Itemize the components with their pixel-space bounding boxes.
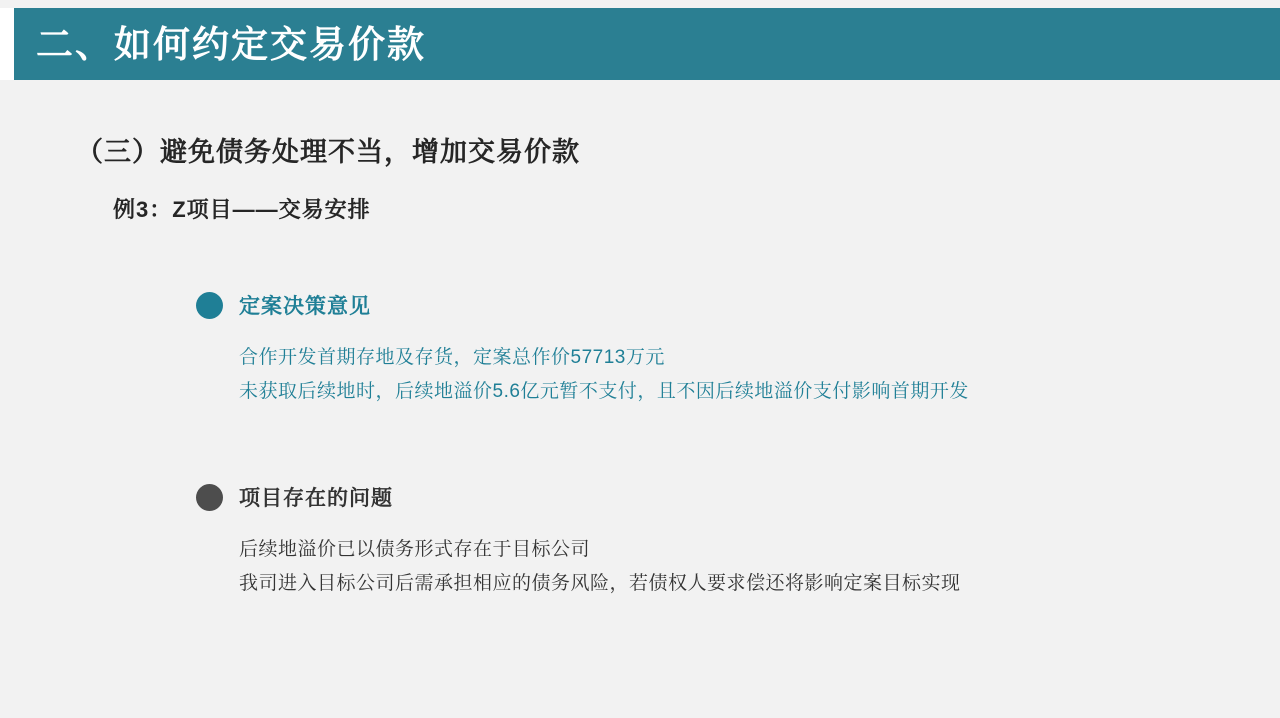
block-lines (239, 341, 969, 409)
block-header (196, 480, 961, 514)
content-block (196, 480, 961, 601)
header-accent-bar (0, 8, 14, 80)
content-block (196, 288, 969, 409)
slide-body (0, 80, 1280, 718)
example-heading: 例3：Z项目——交易安排 (113, 197, 371, 222)
block-line: 后续地溢价已以债务形式存在于目标公司 (239, 539, 591, 560)
page-title: 二、如何约定交易价款 (36, 23, 426, 65)
block-header (196, 288, 969, 322)
bullet-circle-icon (196, 484, 223, 511)
bullet-circle-icon (196, 292, 223, 319)
block-title: 定案决策意见 (239, 295, 371, 318)
block-title: 项目存在的问题 (239, 487, 393, 510)
block-line: 我司进入目标公司后需承担相应的债务风险，若债权人要求偿还将影响定案目标实现 (239, 573, 961, 594)
block-lines (239, 533, 961, 601)
slide-header (0, 8, 1280, 80)
section-heading: （三）避免债务处理不当，增加交易价款 (76, 137, 580, 167)
block-line: 合作开发首期存地及存货，定案总作价57713万元 (239, 347, 665, 368)
block-line: 未获取后续地时，后续地溢价5.6亿元暂不支付，且不因后续地溢价支付影响首期开发 (239, 381, 969, 402)
